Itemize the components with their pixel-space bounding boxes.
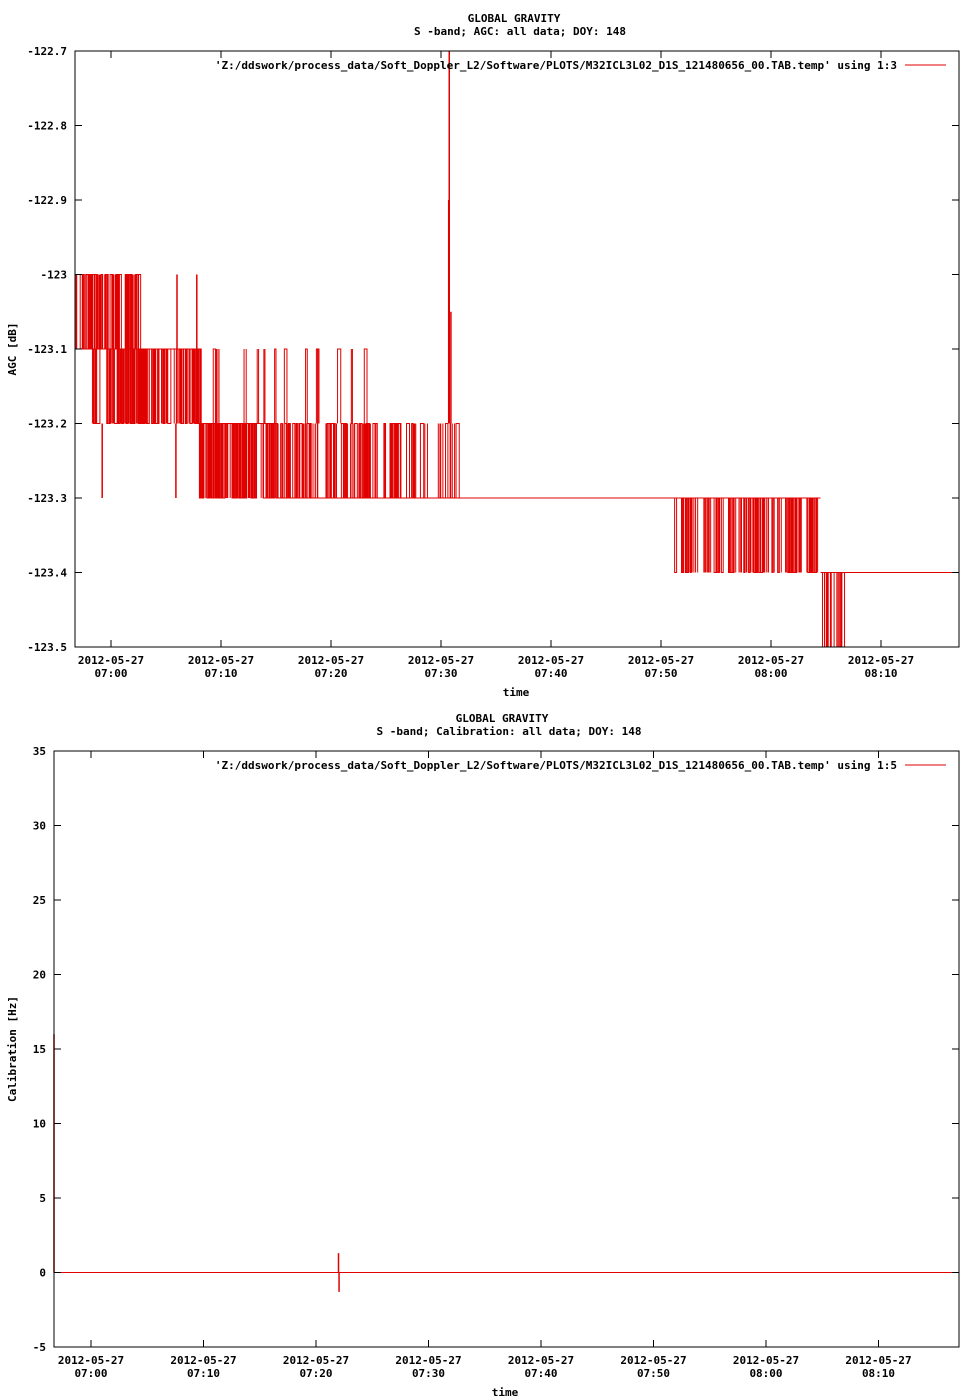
y-tick-label: 20 — [32, 968, 46, 982]
x-tick-time-label: 07:50 — [644, 667, 678, 680]
y-tick-label: -123.1 — [27, 343, 67, 356]
chart-agc-y-label: AGC [dB] — [6, 322, 19, 376]
series-pulse — [256, 424, 257, 499]
y-tick-label: -123.5 — [27, 641, 67, 654]
x-tick-date-label: 2012-05-27 — [57, 1354, 125, 1367]
series-pulse — [296, 424, 297, 499]
series-pulse — [729, 498, 730, 573]
y-tick-label: 25 — [32, 894, 46, 907]
x-tick-date-label: 2012-05-27 — [627, 654, 695, 667]
series-pulse — [97, 275, 98, 350]
x-tick-date-label: 2012-05-27 — [187, 654, 255, 667]
series-pulse — [334, 424, 335, 499]
series-pulse — [164, 349, 165, 424]
x-tick-time-label: 07:20 — [299, 1367, 333, 1380]
chart-calibration-subtitle: S -band; Calibration: all data; DOY: 148 — [376, 725, 642, 738]
x-tick-time-label: 07:40 — [524, 1367, 558, 1380]
x-tick-date-label: 2012-05-27 — [517, 654, 585, 667]
y-tick-label: -122.9 — [27, 194, 67, 207]
series-pulse — [193, 349, 194, 424]
x-tick-time-label: 07:50 — [636, 1367, 671, 1380]
y-tick-label: -123.2 — [27, 417, 67, 431]
x-tick-date-label: 2012-05-27 — [170, 1354, 237, 1367]
x-tick-date-label: 2012-05-27 — [620, 1354, 687, 1367]
series-pulse — [185, 349, 186, 424]
y-tick-label: 15 — [32, 1043, 46, 1056]
x-tick-time-label: 07:10 — [204, 667, 238, 680]
y-tick-label: 5 — [39, 1192, 46, 1205]
y-tick-label: -123.4 — [27, 566, 67, 580]
y-tick-label: 35 — [32, 745, 46, 758]
series-pulse — [273, 424, 274, 499]
series-pulse — [203, 424, 204, 499]
chart-calibration-y-label: Calibration [Hz] — [6, 996, 19, 1102]
chart-agc-legend — [215, 59, 946, 72]
y-tick-label: 0 — [39, 1266, 46, 1280]
x-tick-time-label: 08:00 — [754, 667, 788, 680]
series-pulse — [366, 424, 367, 499]
x-tick-time-label: 07:10 — [186, 1367, 221, 1380]
series-pulse — [217, 424, 218, 499]
chart-calibration-legend — [215, 759, 946, 772]
y-tick-label: -122.7 — [27, 45, 67, 58]
x-tick-time-label: 07:30 — [411, 1367, 446, 1380]
series-pulse — [450, 424, 451, 499]
y-tick-label: -123.3 — [27, 492, 67, 505]
y-tick-label: 30 — [32, 819, 46, 833]
chart-agc-subtitle: S -band; AGC: all data; DOY: 148 — [414, 25, 626, 38]
series-pulse — [109, 349, 110, 424]
x-tick-date-label: 2012-05-27 — [395, 1354, 462, 1367]
x-tick-time-label: 07:00 — [74, 1367, 108, 1380]
chart-agc-x-label: time — [502, 686, 530, 699]
series-pulse — [139, 349, 140, 424]
y-tick-label: -5 — [32, 1341, 46, 1354]
x-tick-date-label: 2012-05-27 — [732, 1354, 800, 1367]
x-tick-date-label: 2012-05-27 — [297, 654, 365, 667]
chart-calibration-x-label: time — [491, 1386, 519, 1399]
x-tick-date-label: 2012-05-27 — [845, 1354, 912, 1367]
chart-agc-legend-label: 'Z:/ddswork/process_data/Soft_Doppler_L2/Software/PLOTS/M32ICL3L02_D1S_121480656_00.TAB.temp' using 1:3 — [214, 59, 897, 72]
y-tick-label: -122.8 — [27, 119, 67, 133]
series-pulse — [240, 424, 241, 499]
x-tick-date-label: 2012-05-27 — [847, 654, 915, 667]
series-pulse — [330, 424, 331, 499]
x-tick-time-label: 07:00 — [94, 667, 128, 680]
x-tick-time-label: 07:20 — [314, 667, 348, 680]
x-tick-date-label: 2012-05-27 — [407, 654, 475, 667]
x-tick-time-label: 08:10 — [861, 1367, 896, 1380]
series-pulse — [82, 275, 83, 350]
series-pulse — [208, 424, 209, 499]
x-tick-date-label: 2012-05-27 — [282, 1354, 350, 1367]
x-tick-time-label: 07:40 — [534, 667, 568, 680]
series-pulse — [146, 349, 147, 424]
x-tick-time-label: 08:00 — [749, 1367, 783, 1380]
x-tick-date-label: 2012-05-27 — [77, 654, 145, 667]
x-tick-time-label: 07:30 — [424, 667, 458, 680]
y-tick-label: -123 — [40, 268, 67, 282]
y-tick-label: 10 — [32, 1117, 46, 1131]
series-pulse — [105, 275, 106, 350]
chart-calibration-title: GLOBAL GRAVITY — [455, 712, 549, 725]
series-pulse — [254, 424, 255, 499]
series-pulse — [242, 424, 243, 499]
series-pulse — [396, 424, 397, 499]
x-tick-date-label: 2012-05-27 — [507, 1354, 575, 1367]
chart-calibration-legend-label: 'Z:/ddswork/process_data/Soft_Doppler_L2/Software/PLOTS/M32ICL3L02_D1S_121480656_00.TAB.temp' using 1:5 — [214, 759, 897, 772]
x-tick-time-label: 08:10 — [864, 667, 898, 680]
chart-agc-title: GLOBAL GRAVITY — [467, 12, 561, 25]
x-tick-date-label: 2012-05-27 — [737, 654, 805, 667]
series-pulse — [100, 275, 101, 350]
series-pulse — [395, 424, 396, 499]
